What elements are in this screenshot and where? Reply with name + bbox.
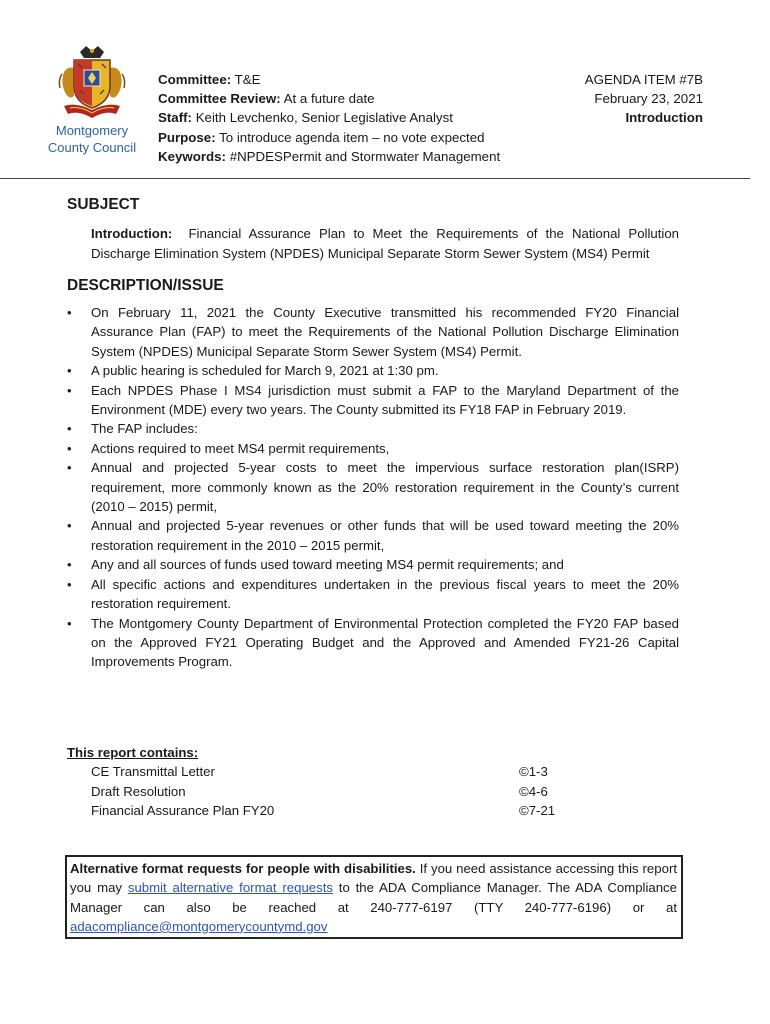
agenda-date: February 23, 2021 [594, 91, 703, 107]
subject-intro-label: Introduction: [91, 226, 173, 241]
keywords-value: #NPDESPermit and Stormwater Management [229, 148, 501, 164]
report-item-ref: ©4-6 [519, 783, 548, 799]
accessibility-heading: Alternative format requests for people with disabilities. [70, 861, 416, 876]
subject-text [91, 224, 679, 263]
list-item-text: The FAP includes: [91, 421, 198, 437]
sub-list-item: • Actions required to meet MS4 permit requirements, [67, 439, 679, 458]
agenda-type: Introduction [625, 110, 703, 126]
staff-value: Keith Levchenko, Senior Legislative Analyst [195, 110, 453, 126]
report-item-label: Draft Resolution [91, 783, 186, 799]
sub-list-item: • All specific actions and expenditures undertaken in the previous fiscal years to meet the 20% restoration requirement. [67, 575, 679, 614]
report-item-label: CE Transmittal Letter [91, 764, 215, 780]
purpose-line [158, 128, 500, 147]
header-divider [0, 178, 750, 179]
report-item-label: Financial Assurance Plan FY20 [91, 802, 275, 818]
county-seal-icon [56, 44, 128, 120]
accessibility-text: to the ADA Compliance Manager. The ADA Compliance Manager can also be reached at 240-777-6197 (TTY 240-777-6196) or at [70, 880, 677, 915]
list-item: • A public hearing is scheduled for March 9, 2021 at 1:30 pm. [67, 361, 679, 380]
report-contents-heading: This report contains: [67, 745, 199, 760]
list-item-fap-includes [67, 419, 679, 438]
list-item: • The Montgomery County Department of Environmental Protection completed the FY20 FAP based on the Approved FY21 Operating Budget and the Approved and Amended FY21-26 Capital Improvements Program. [67, 614, 679, 672]
agenda-info [585, 70, 703, 128]
purpose-value: To introduce agenda item – no vote expected [219, 129, 485, 145]
agenda-item-number: AGENDA ITEM #7B [584, 72, 703, 87]
list-item: • Each NPDES Phase I MS4 jurisdiction must submit a FAP to the Maryland Department of the Environment (MDE) every two years. The County submitted its FY18 FAP in February 2019. [67, 381, 679, 420]
report-item-ref: ©1-3 [519, 764, 548, 780]
description-heading: DESCRIPTION/ISSUE [67, 277, 224, 294]
report-row [67, 801, 587, 820]
keywords-line [158, 147, 500, 166]
description-list [67, 303, 679, 672]
council-name-line1: Montgomery [55, 123, 129, 138]
fap-includes-list [67, 439, 679, 614]
accessibility-notice [65, 855, 683, 939]
staff-line [158, 108, 500, 127]
sub-list-item: • Annual and projected 5-year costs to meet the impervious surface restoration plan(ISRP) requirement, more commonly known as the 20% restoration requirement in the County’s current (2010 – 2015) permit, [67, 458, 679, 516]
committee-meta [158, 70, 500, 166]
report-row [67, 762, 587, 781]
committee-label: Committee: [158, 72, 232, 87]
subject-description: Financial Assurance Plan to Meet the Requirements of the National Pollution Discharge Elimination System (NPDES) Municipal Separate Storm Sewer System (MS4) Permit [91, 226, 679, 261]
list-item: • On February 11, 2021 the County Executive transmitted his recommended FY20 Financial Assurance Plan (FAP) to meet the Requirements of the National Pollution Discharge Elimination System (NPDES) Municipal Separate Storm Sewer System (MS4) Permit. [67, 303, 679, 361]
council-logo [46, 44, 138, 156]
sub-list-item: • Any and all sources of funds used toward meeting MS4 permit requirements; and [67, 555, 679, 574]
report-row [67, 782, 587, 801]
sub-list-item: • Annual and projected 5-year revenues or other funds that will be used toward meeting the 20% restoration requirement in the 2010 – 2015 permit, [67, 516, 679, 555]
review-label: Committee Review: [158, 91, 281, 107]
subject-heading: SUBJECT [67, 196, 140, 213]
report-contents [67, 743, 587, 820]
committee-value: T&E [234, 72, 261, 87]
ada-email-link[interactable]: adacompliance@montgomerycountymd.gov [70, 918, 328, 934]
review-line [158, 89, 500, 108]
review-value: At a future date [283, 91, 375, 107]
council-name-line2: County Council [47, 140, 137, 155]
alternative-format-request-link[interactable]: submit alternative format requests [127, 880, 333, 896]
staff-label: Staff: [158, 110, 192, 126]
accessibility-text: If you need assistance accessing this report you may [70, 861, 677, 896]
committee-line [158, 70, 500, 89]
council-name [46, 122, 138, 156]
report-item-ref: ©7-21 [519, 802, 556, 818]
purpose-label: Purpose: [158, 129, 216, 145]
keywords-label: Keywords: [158, 148, 226, 164]
